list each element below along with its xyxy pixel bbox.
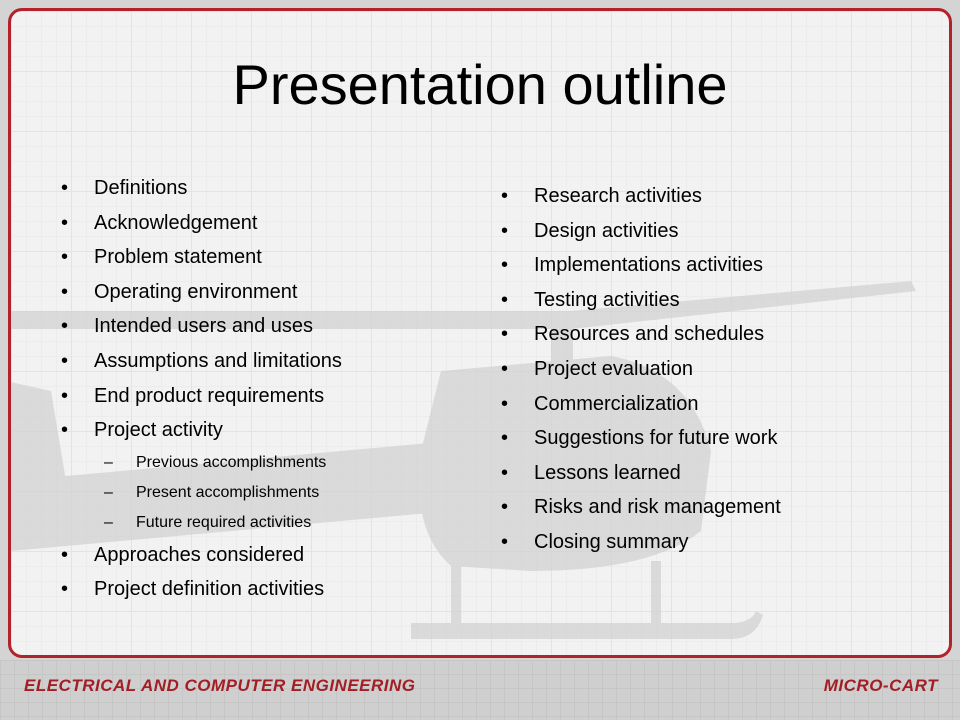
list-item [61,275,342,310]
list-item-text: Resources and schedules [534,323,765,346]
slide-footer [0,660,960,720]
list-item [501,283,781,318]
list-item-text: Intended users and uses [94,315,314,338]
list-item-text: Acknowledgement [94,211,258,234]
list-item-text: Present accomplishments [136,483,320,501]
list-item [501,248,781,283]
list-item-text: Closing summary [534,530,689,553]
bullet-icon: • [501,185,509,207]
bullet-icon: • [501,323,509,346]
list-item-text: Commercialization [534,392,699,415]
bullet-icon: • [501,427,509,450]
bullet-icon: • [61,315,69,338]
list-item-text: Lessons learned [534,461,681,484]
list-item-text: Research activities [534,185,702,207]
bullet-icon: • [501,288,509,311]
list-item [61,240,342,275]
project-name: MICRO-CART [823,676,938,695]
dash-bullet-icon: – [104,483,113,501]
list-item-text: Implementations activities [534,254,763,277]
bullet-icon: • [61,419,69,442]
bullet-icon: • [501,392,509,415]
list-item-text: Previous accomplishments [136,453,327,471]
sub-list-item [94,478,342,508]
list-item [501,421,781,456]
list-item-text: Operating environment [94,280,298,303]
list-item [61,572,342,607]
bullet-icon: • [61,246,69,269]
department-name: ELECTRICAL AND COMPUTER ENGINEERING [24,676,416,695]
dash-bullet-icon: – [104,453,113,471]
list-item [501,387,781,422]
list-item [501,214,781,249]
bullet-icon: • [501,254,509,277]
list-item [501,490,781,525]
dash-bullet-icon: – [104,513,113,531]
list-item-text: Assumptions and limitations [94,349,342,372]
bullet-icon: • [501,461,509,484]
list-item-text: Testing activities [534,288,680,311]
list-item [61,379,342,414]
list-item-text: End product requirements [94,384,325,407]
bullet-icon: • [61,349,69,372]
list-item-text: Future required activities [136,513,312,531]
list-item [61,344,342,379]
bullet-icon: • [501,357,509,380]
bullet-icon: • [501,496,509,519]
list-item [61,206,342,241]
sub-list-item [94,448,342,478]
bullet-icon: • [501,530,509,553]
bullet-icon: • [61,280,69,303]
bullet-icon: • [61,211,69,234]
right-bullet-list [501,179,781,560]
list-item-text: Approaches considered [94,543,305,566]
sub-list-item [94,508,342,538]
list-item [501,525,781,560]
list-item [61,171,342,206]
bullet-icon: • [61,177,69,199]
slide-title: Presentation outline [232,53,728,116]
left-bullet-list [61,171,342,607]
bullet-icon: • [61,384,69,407]
bullet-icon: • [61,543,69,566]
list-item-text: Project evaluation [534,357,693,380]
list-item [501,352,781,387]
list-item [501,456,781,491]
list-item [501,317,781,352]
list-item [61,538,342,573]
list-item [61,413,342,448]
list-item-text: Definitions [94,177,188,199]
list-item [61,309,342,344]
list-item-text: Project activity [94,419,223,442]
bullet-icon: • [61,578,69,601]
list-item-text: Project definition activities [94,578,325,601]
list-item [501,179,781,214]
list-item-text: Problem statement [94,246,262,269]
list-item-text: Risks and risk management [534,496,781,519]
list-item-text: Suggestions for future work [534,427,778,450]
bullet-icon: • [501,219,509,242]
list-item-text: Design activities [534,219,679,242]
